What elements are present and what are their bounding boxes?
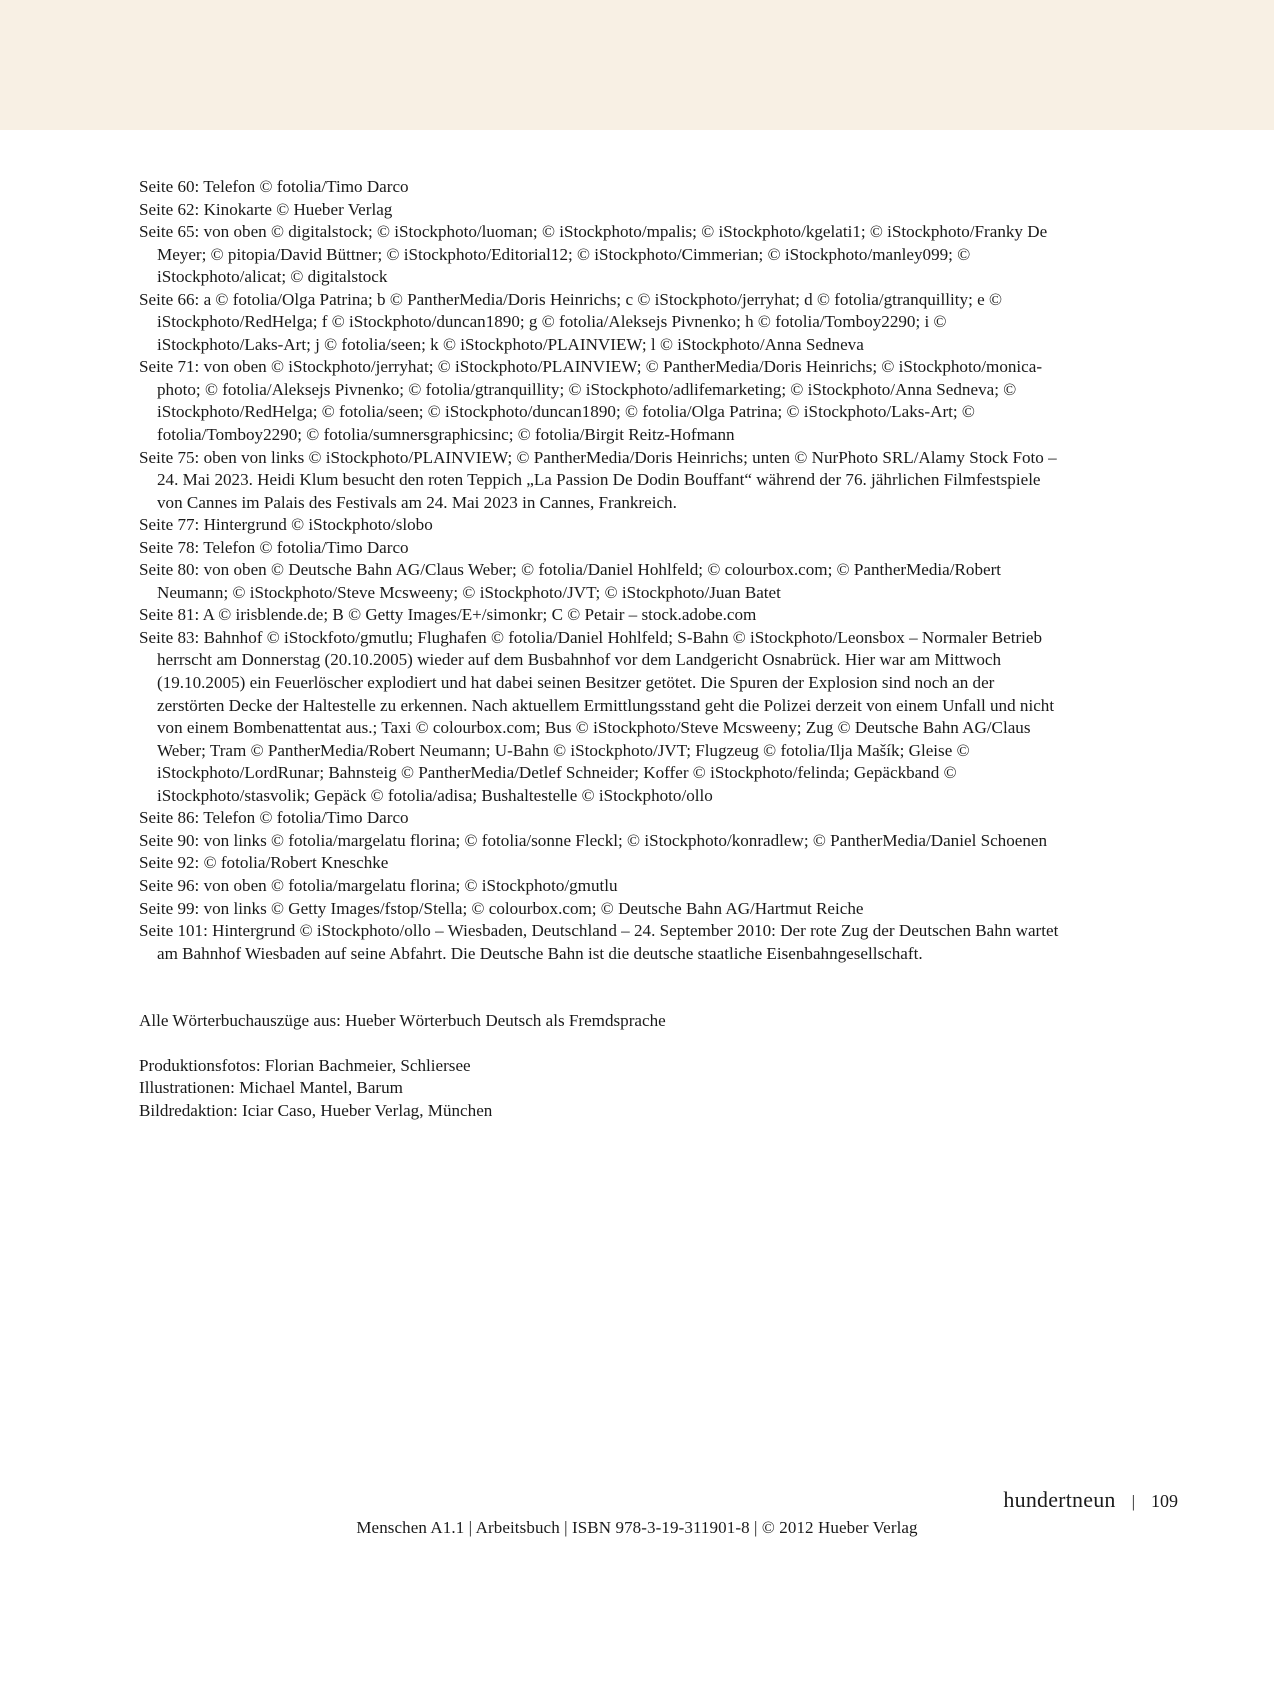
credit-entry: Seite 90: von links © fotolia/margelatu florina; © fotolia/sonne Fleckl; © iStockphoto/konradlew; © PantherMedia/Daniel Schoenen (139, 830, 1048, 850)
credit-entry: Seite 78: Telefon © fotolia/Timo Darco (139, 537, 409, 557)
production-photos: Produktionsfotos: Florian Bachmeier, Schliersee (139, 1055, 471, 1075)
credit-entry: Seite 62: Kinokarte © Hueber Verlag (139, 199, 393, 219)
dictionary-note-section (139, 1010, 1059, 1033)
credit-entry: Seite 71: von oben © iStockphoto/jerryhat; © iStockphoto/PLAINVIEW; © PantherMedia/Doris Heinrichs; © iStockphoto/monica-photo; © fotolia/Aleksejs Pivnenko; © fotolia/gtranquillity; © iStockphoto/adlifemarketing; © iStockphoto/Anna Sedneva; © iStockphoto/RedHelga; © fotolia/seen; © iStockphoto/duncan1890; © fotolia/Olga Patrina; © iStockphoto/Laks-Art; © fotolia/Tomboy2290; © fotolia/sumnersgraphicsinc; © fotolia/Birgit Reitz-Hofmann (139, 357, 1043, 445)
page-content (139, 176, 1059, 1122)
page-folio (1003, 1487, 1178, 1513)
section-spacer (139, 965, 1059, 1010)
dictionary-note: Alle Wörterbuchauszüge aus: Hueber Wörterbuch Deutsch als Fremdsprache (139, 1011, 666, 1031)
footer-imprint: Menschen A1.1 | Arbeitsbuch | ISBN 978-3-19-311901-8 | © 2012 Hueber Verlag (356, 1518, 918, 1537)
production-illustrations: Illustrationen: Michael Mantel, Barum (139, 1078, 403, 1098)
folio-separator: | (1131, 1492, 1135, 1511)
credit-entry: Seite 92: © fotolia/Robert Kneschke (139, 853, 389, 873)
production-picture-editing: Bildredaktion: Iciar Caso, Hueber Verlag, München (139, 1100, 493, 1120)
credit-entry: Seite 99: von links © Getty Images/fstop/Stella; © colourbox.com; © Deutsche Bahn AG/Hartmut Reiche (139, 898, 864, 918)
page-header-band (0, 0, 1274, 130)
credit-entry: Seite 80: von oben © Deutsche Bahn AG/Claus Weber; © fotolia/Daniel Hohlfeld; © colourbox.com; © PantherMedia/Robert Neumann; © iStockphoto/Steve Mcsweeny; © iStockphoto/JVT; © iStockphoto/Juan Batet (139, 560, 1002, 602)
credit-entry: Seite 83: Bahnhof © iStockfoto/gmutlu; Flughafen © fotolia/Daniel Hohlfeld; S-Bahn © iStockphoto/Leonsbox – Normaler Betrieb herrscht am Donnerstag (20.10.2005) wieder auf dem Busbahnhof vor dem Landgericht Osnabrück. Hier war am Mittwoch (19.10.2005) ein Feuerlöscher explodiert und hat dabei seinen Besitzer getötet. Die Spuren der Explosion sind noch an der zerstörten Decke der Haltestelle zu erkennen. Nach aktuellem Ermittlungsstand geht die Polizei derzeit von einem Unfall und nicht von einem Bombenattentat aus.; Taxi © colourbox.com; Bus © iStockphoto/Steve Mcsweeny; Zug © Deutsche Bahn AG/Claus Weber; Tram © PantherMedia/Robert Neumann; U-Bahn © iStockphoto/JVT; Flugzeug © fotolia/Ilja Mašík; Gleise © iStockphoto/LordRunar; Bahnsteig © PantherMedia/Detlef Schneider; Koffer © iStockphoto/felinda; Gepäckband © iStockphoto/stasvolik; Gepäck © fotolia/adisa; Bushaltestelle © iStockphoto/ollo (139, 627, 1055, 805)
credit-entry: Seite 60: Telefon © fotolia/Timo Darco (139, 177, 409, 196)
production-credits-section (139, 1055, 1059, 1123)
credit-entry: Seite 77: Hintergrund © iStockphoto/slobo (139, 515, 433, 535)
picture-credits-list (139, 176, 1059, 965)
credit-entry: Seite 101: Hintergrund © iStockphoto/ollo – Wiesbaden, Deutschland – 24. September 2010: Der rote Zug der Deutschen Bahn wartet am Bahnhof Wiesbaden auf seine Abfahrt. Die Deutsche Bahn ist die deutsche staatliche Eisenbahngesellschaft. (139, 921, 1059, 963)
credit-entry: Seite 96: von oben © fotolia/margelatu florina; © iStockphoto/gmutlu (139, 875, 618, 895)
folio-number: 109 (1151, 1491, 1178, 1511)
credit-entry: Seite 65: von oben © digitalstock; © iStockphoto/luoman; © iStockphoto/mpalis; © iStockphoto/kgelati1; © iStockphoto/Franky De Meyer; © pitopia/David Büttner; © iStockphoto/Editorial12; © iStockphoto/Cimmerian; © iStockphoto/manley099; © iStockphoto/alicat; © digitalstock (139, 222, 1048, 287)
credit-entry: Seite 86: Telefon © fotolia/Timo Darco (139, 808, 409, 828)
section-spacer (139, 1033, 1059, 1055)
credit-entry: Seite 75: oben von links © iStockphoto/PLAINVIEW; © PantherMedia/Doris Heinrichs; unten © NurPhoto SRL/Alamy Stock Foto – 24. Mai 2023. Heidi Klum besucht den roten Teppich „La Passion De Dodin Bouffant“ während der 76. jährlichen Filmfestspiele von Cannes im Palais des Festivals am 24. Mai 2023 in Cannes, Frankreich. (139, 447, 1057, 512)
credit-entry: Seite 66: a © fotolia/Olga Patrina; b © PantherMedia/Doris Heinrichs; c © iStockphoto/jerryhat; d © fotolia/gtranquillity; e © iStockphoto/RedHelga; f © iStockphoto/duncan1890; g © fotolia/Aleksejs Pivnenko; h © fotolia/Tomboy2290; i © iStockphoto/Laks-Art; j © fotolia/seen; k © iStockphoto/PLAINVIEW; l © iStockphoto/Anna Sedneva (139, 289, 1002, 354)
folio-word: hundertneun (1003, 1487, 1116, 1512)
credit-entry: Seite 81: A © irisblende.de; B © Getty Images/E+/simonkr; C © Petair – stock.adobe.com (139, 605, 757, 625)
